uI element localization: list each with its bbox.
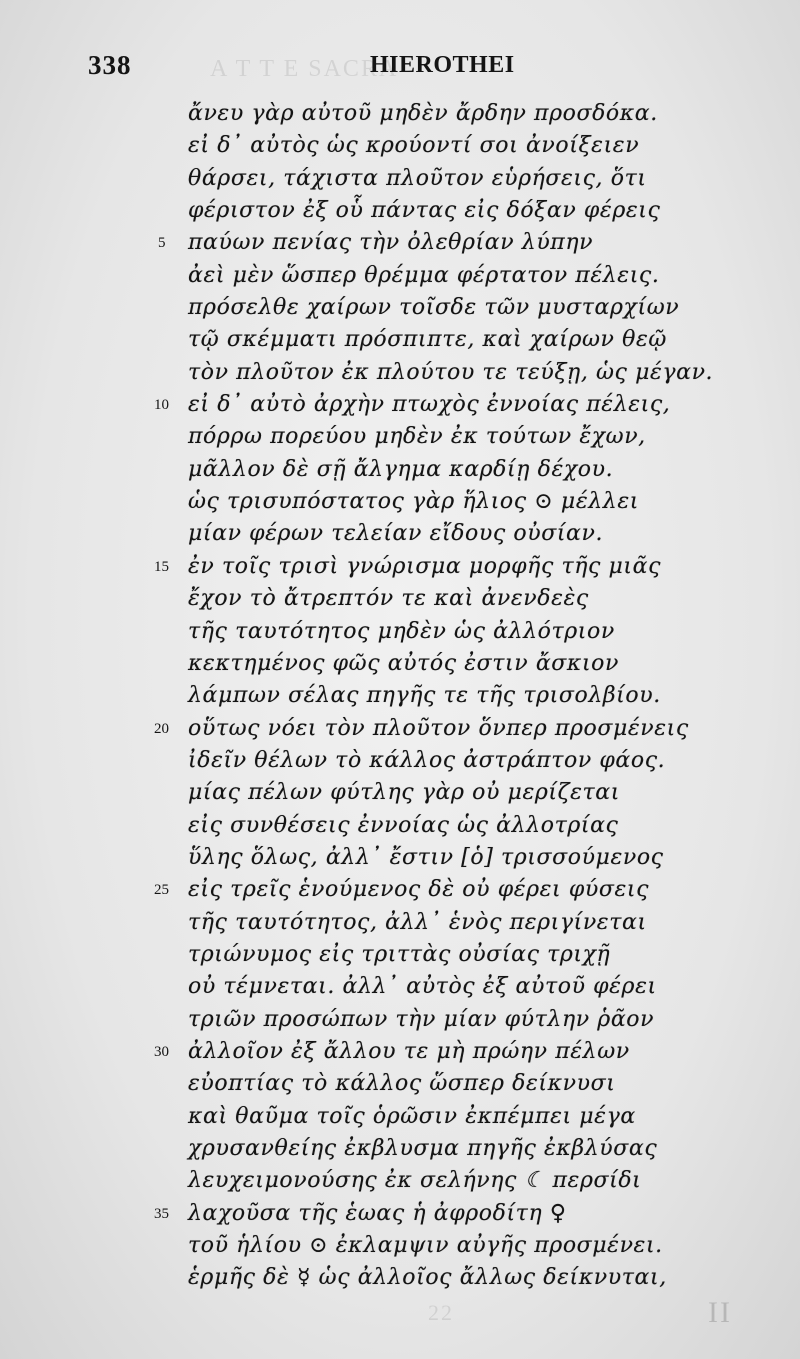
verse-line-text: εἰ δ᾽ αὐτὸ ἀρχὴν πτωχὸς ἐννοίας πέλεις,: [188, 392, 671, 418]
verse-line: [0, 1198, 800, 1230]
verse-line: [0, 551, 800, 583]
verse-line: [0, 1036, 800, 1068]
verse-line-text: ἀεὶ μὲν ὥσπερ θρέμμα φέρτατον πέλεις.: [188, 262, 660, 288]
verse-line-text: καὶ θαῦμα τοῖς ὁρῶσιν ἐκπέμπει μέγα: [188, 1103, 636, 1129]
verse-line-text: εἰ δ᾽ αὐτὸς ὡς κρούοντί σοι ἀνοίξειεν: [188, 133, 640, 159]
verse-line-text: θάρσει, τάχιστα πλοῦτον εὑρήσεις, ὅτι: [188, 165, 647, 191]
bleed-through-page-number: 22: [428, 1300, 454, 1325]
verse-line: [0, 389, 800, 421]
verse-line: [0, 713, 800, 745]
line-number: 25: [154, 882, 169, 899]
verse-line: [0, 680, 800, 712]
verse-line-text: λαχοῦσα τῆς ἑωας ἡ ἀφροδίτη ♀: [188, 1200, 567, 1226]
verse-line-text: κεκτημένος φῶς αὐτός ἐστιν ἄσκιον: [188, 650, 619, 676]
verse-line-text: ἄνευ γὰρ αὐτοῦ μηδὲν ἄρδην προσδόκα.: [188, 101, 658, 126]
verse-line: [0, 874, 800, 906]
verse-line-text: ἑρμῆς δὲ ☿ ὡς ἀλλοῖος ἄλλως δείκνυται,: [188, 1265, 667, 1291]
verse-line-text: ἔχον τὸ ἄτρεπτόν τε καὶ ἀνενδεὲς: [188, 586, 589, 612]
verse-line: [0, 939, 800, 971]
line-number: 30: [154, 1043, 169, 1060]
verse-line-text: τοῦ ἡλίου ⊙ ἐκλαμψιν αὐγῆς προσμένει.: [188, 1233, 663, 1259]
verse-line-text: τῷ σκέμματι πρόσπιπτε, καὶ χαίρων θεῷ: [188, 327, 667, 353]
verse-line-text: ἐν τοῖς τρισὶ γνώρισμα μορφῆς τῆς μιᾶς: [188, 553, 662, 579]
verse-line: [0, 1101, 800, 1133]
verse-line-text: τριῶν προσώπων τὴν μίαν φύτλην ῥᾶον: [188, 1006, 655, 1032]
line-number: 20: [154, 720, 169, 737]
verse-line: [0, 648, 800, 680]
verse-line-text: τῆς ταυτότητος, ἀλλ᾽ ἑνὸς περιγίνεται: [188, 909, 647, 935]
verse-line-text: φέριστον ἐξ οὗ πάντας εἰς δόξαν φέρεις: [188, 198, 661, 224]
verse-line: [0, 195, 800, 227]
verse-line-text: εἰς τρεῖς ἑνούμενος δὲ οὐ φέρει φύσεις: [188, 877, 650, 903]
page-number: 338: [88, 50, 132, 80]
verse-text-block: [0, 98, 800, 1295]
verse-line-text: πρόσελθε χαίρων τοῖσδε τῶν μυσταρχίων: [188, 295, 680, 321]
verse-line-text: χρυσανθείης ἐκβλυσμα πηγῆς ἐκβλύσας: [188, 1136, 658, 1161]
verse-line: [0, 1133, 800, 1165]
verse-line-text: μίας πέλων φύτλης γὰρ οὐ μερίζεται: [188, 780, 620, 806]
verse-line-text: οὕτως νόει τὸν πλοῦτον ὅνπερ προσμένεις: [188, 715, 689, 741]
verse-line: [0, 971, 800, 1003]
verse-line: [0, 324, 800, 356]
bleed-through-heading: Α Τ Τ Ε SACRA: [210, 56, 399, 82]
verse-line-text: οὐ τέμνεται. ἀλλ᾽ αὐτὸς ἐξ αὐτοῦ φέρει: [188, 974, 657, 1000]
verse-line: [0, 583, 800, 615]
line-number: 5: [158, 235, 166, 252]
line-number: 35: [154, 1205, 169, 1222]
verse-line-text: λευχειμονούσης ἐκ σελήνης ☾ περσίδι: [188, 1168, 642, 1194]
verse-line: [0, 227, 800, 259]
verse-line-text: ὡς τρισυπόστατος γὰρ ἥλιος ⊙ μέλλει: [188, 489, 639, 515]
verse-line-text: πόρρω πορεύου μηδὲν ἐκ τούτων ἔχων,: [188, 424, 646, 450]
verse-line: [0, 130, 800, 162]
verse-line-text: μίαν φέρων τελείαν εἴδους οὐσίαν.: [188, 521, 604, 547]
verse-line: [0, 421, 800, 453]
verse-line: [0, 777, 800, 809]
verse-line: [0, 1230, 800, 1262]
line-number: 10: [154, 397, 169, 414]
verse-line: [0, 454, 800, 486]
verse-line: [0, 1262, 800, 1294]
verse-line-text: λάμπων σέλας πηγῆς τε τῆς τρισολβίου.: [188, 683, 661, 709]
line-number: 15: [154, 558, 169, 575]
verse-line: [0, 98, 800, 130]
verse-line: [0, 1165, 800, 1197]
verse-line-text: ἀλλοῖον ἐξ ἄλλου τε μὴ πρώην πέλων: [188, 1038, 630, 1064]
verse-line: [0, 842, 800, 874]
bleed-through-signature-mark: II: [708, 1296, 732, 1329]
running-title: HIEROTHEI: [370, 52, 515, 78]
verse-line-text: ὕλης ὅλως, ἀλλ᾽ ἔστιν [ὁ] τρισσούμενος: [188, 844, 664, 870]
verse-line-text: εἰς συνθέσεις ἐννοίας ὡς ἀλλοτρίας: [188, 812, 619, 838]
verse-line-text: παύων πενίας τὴν ὀλεθρίαν λύπην: [188, 230, 594, 256]
verse-line: [0, 163, 800, 195]
verse-line: [0, 745, 800, 777]
verse-line: [0, 1068, 800, 1100]
verse-line-text: ἰδεῖν θέλων τὸ κάλλος ἀστράπτον φάος.: [188, 747, 666, 773]
verse-line-text: τῆς ταυτότητος μηδὲν ὡς ἀλλότριον: [188, 618, 615, 644]
verse-line: [0, 260, 800, 292]
verse-line: [0, 810, 800, 842]
verse-line-text: τὸν πλοῦτον ἐκ πλούτου τε τεύξῃ, ὡς μέγαν.: [188, 359, 714, 385]
verse-line: [0, 518, 800, 550]
verse-line: [0, 1004, 800, 1036]
verse-line-text: τριώνυμος εἰς τριττὰς οὐσίας τριχῇ: [188, 941, 611, 967]
verse-line: [0, 616, 800, 648]
verse-line: [0, 292, 800, 324]
verse-line: [0, 357, 800, 389]
verse-line: [0, 486, 800, 518]
verse-line-text: εὐοπτίας τὸ κάλλος ὥσπερ δείκνυσι: [188, 1071, 616, 1097]
verse-line-text: μᾶλλον δὲ σῇ ἄλγημα καρδίῃ δέχου.: [188, 456, 614, 482]
verse-line: [0, 907, 800, 939]
